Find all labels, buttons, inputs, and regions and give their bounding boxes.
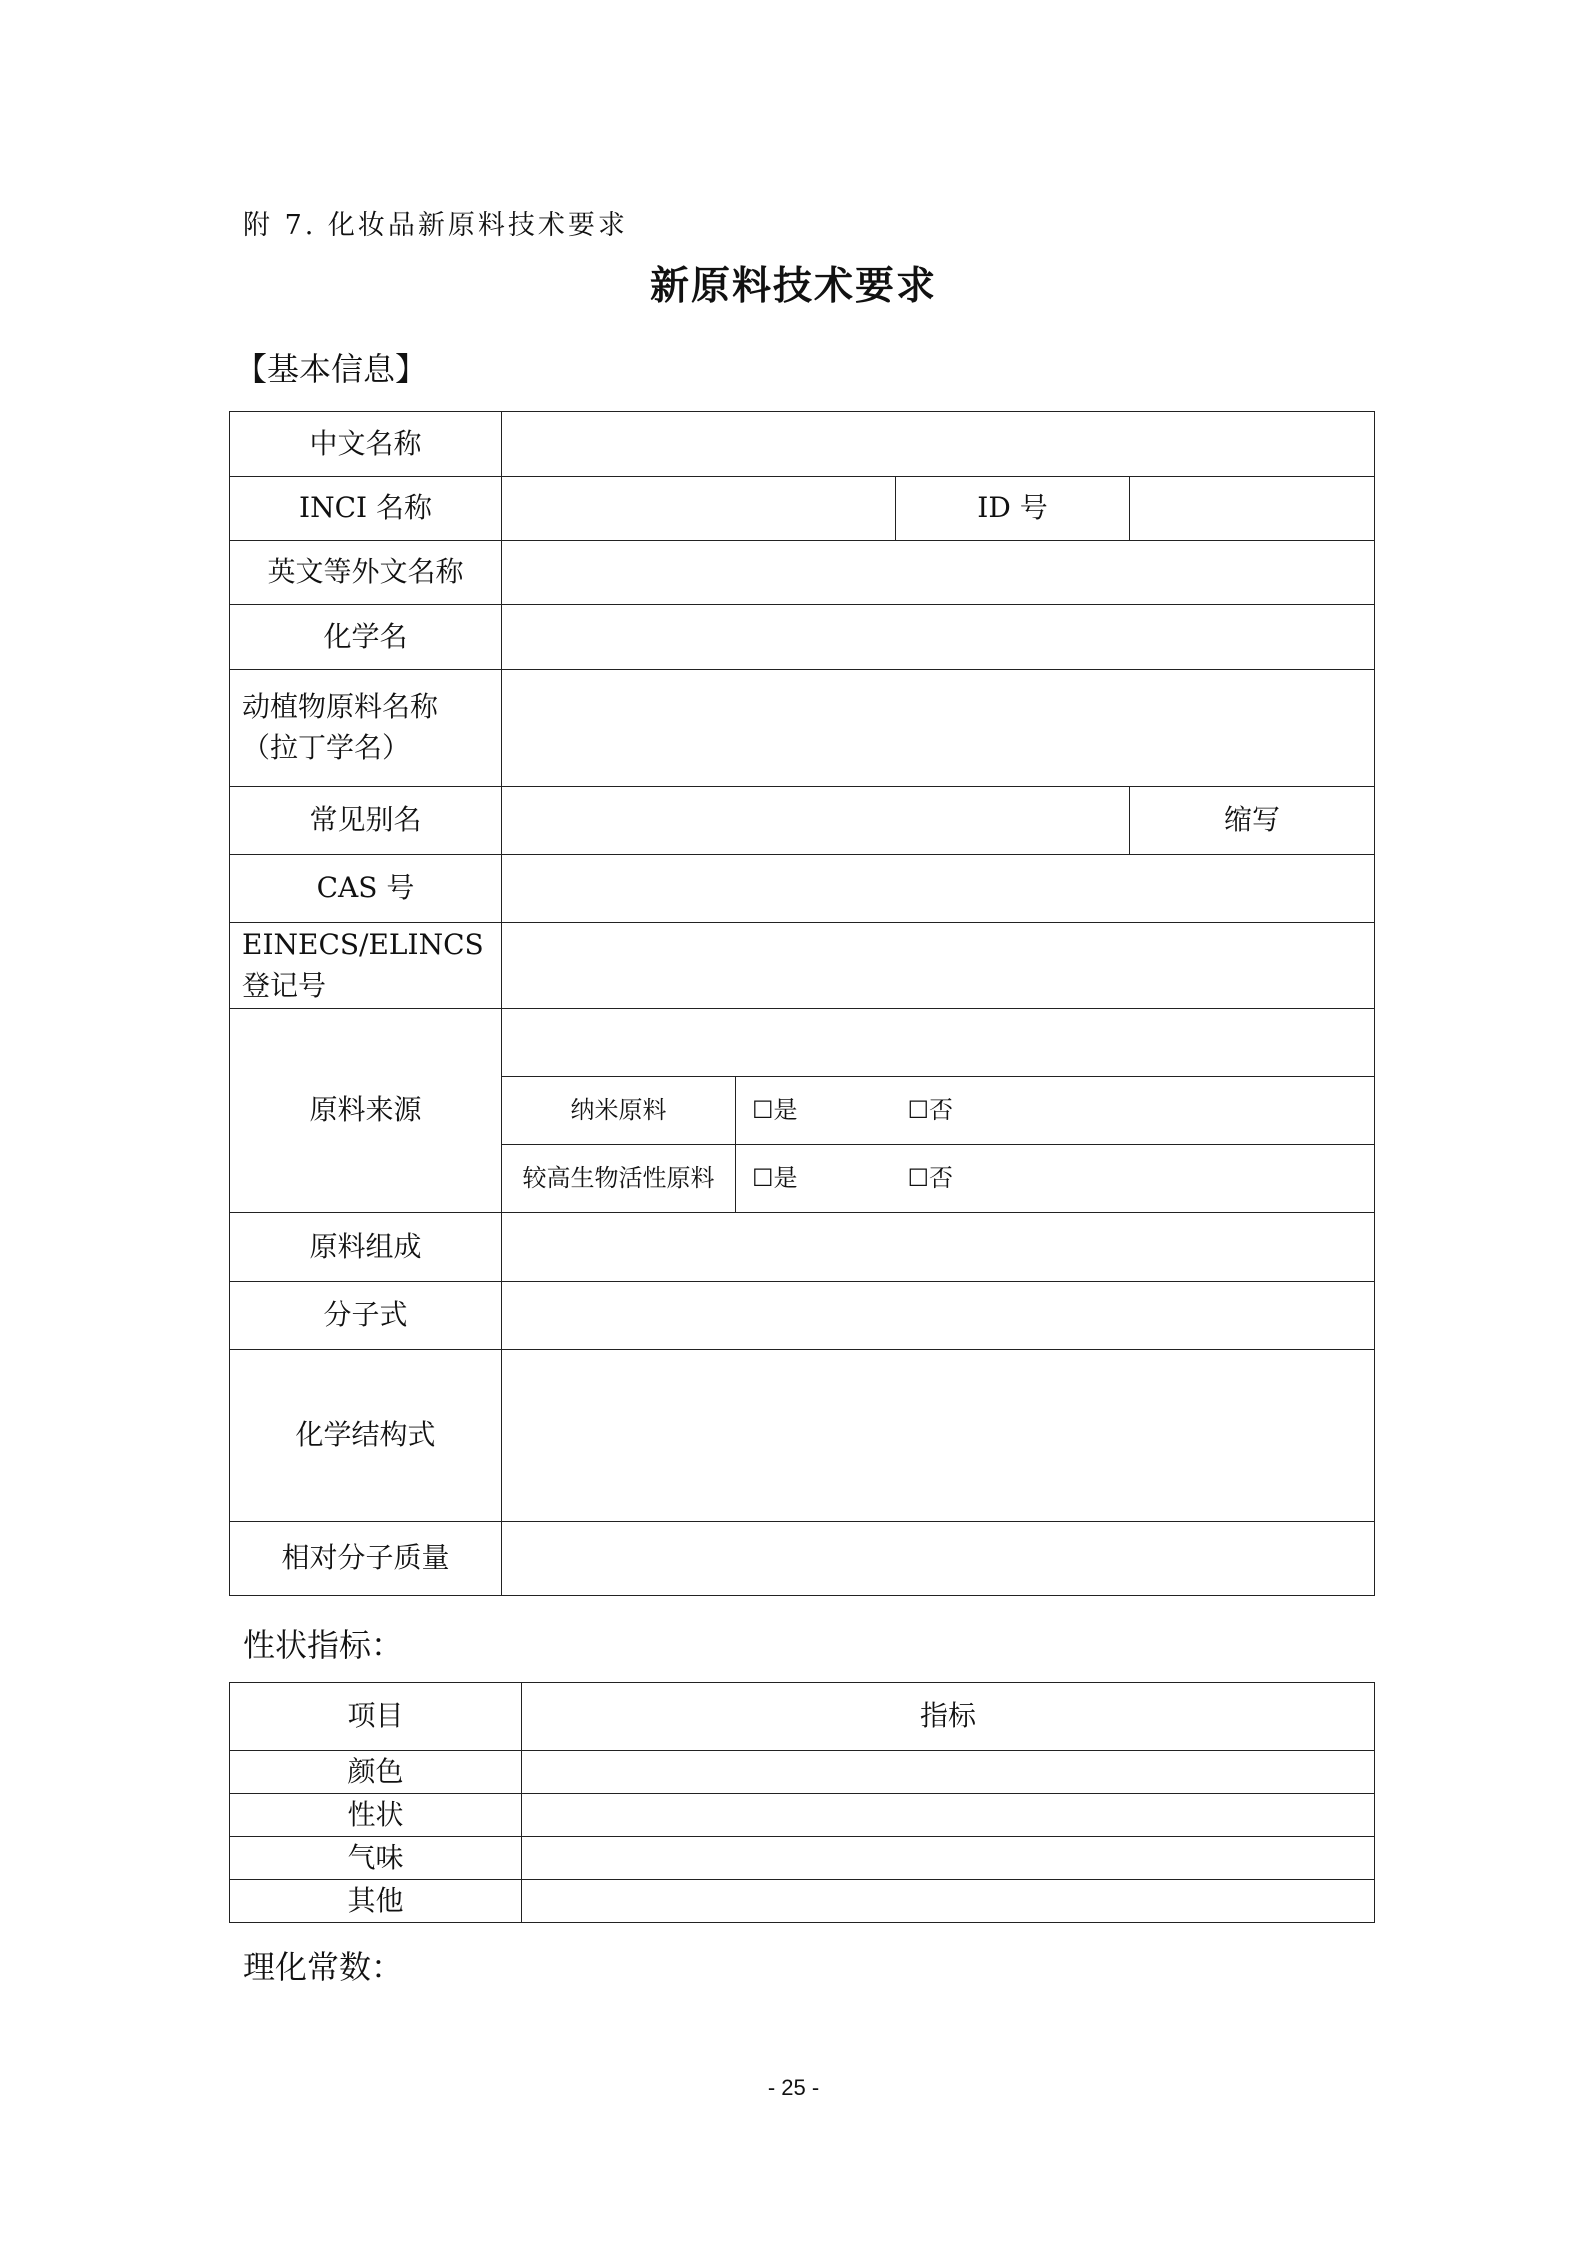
bioactive-no-checkbox[interactable]: ☐否 [907, 1164, 954, 1193]
row-appearance: 性状 [230, 1794, 522, 1837]
basic-info-heading: 【基本信息】 [235, 350, 428, 388]
properties-caption: 性状指标： [243, 1626, 404, 1664]
header-index: 指标 [522, 1683, 1375, 1751]
label-abbreviation: 缩写 [1130, 787, 1375, 855]
field-source[interactable] [502, 1009, 1375, 1077]
appendix-label: 附 7. 化妆品新原料技术要求 [243, 210, 628, 241]
field-appearance[interactable] [522, 1794, 1375, 1837]
field-chemical-name[interactable] [502, 605, 1375, 670]
label-nano: 纳米原料 [502, 1077, 736, 1145]
label-cas: CAS 号 [230, 855, 502, 923]
nano-yes-checkbox[interactable]: ☐是 [752, 1096, 798, 1125]
field-formula[interactable] [502, 1282, 1375, 1350]
physchem-caption: 理化常数： [243, 1948, 404, 1986]
nano-options [736, 1077, 1375, 1145]
row-color: 颜色 [230, 1751, 522, 1794]
label-foreign-name: 英文等外文名称 [230, 541, 502, 605]
field-id-no[interactable] [1130, 477, 1375, 541]
label-formula: 分子式 [230, 1282, 502, 1350]
bioactive-yes-checkbox[interactable]: ☐是 [752, 1164, 798, 1193]
label-structure: 化学结构式 [230, 1350, 502, 1522]
bioactive-options [736, 1145, 1375, 1213]
field-cas[interactable] [502, 855, 1375, 923]
label-bioactive: 较高生物活性原料 [502, 1145, 736, 1213]
header-item: 项目 [230, 1683, 522, 1751]
label-chinese-name: 中文名称 [230, 412, 502, 477]
field-other[interactable] [522, 1880, 1375, 1923]
document-title: 新原料技术要求 [649, 263, 937, 309]
basic-info-table [229, 411, 1375, 1596]
label-latin-name: 动植物原料名称（拉丁学名） [230, 670, 502, 787]
label-source: 原料来源 [230, 1009, 502, 1213]
field-molecular-weight[interactable] [502, 1522, 1375, 1596]
field-odor[interactable] [522, 1837, 1375, 1880]
field-inci-name[interactable] [502, 477, 896, 541]
properties-table [229, 1682, 1375, 1923]
field-chinese-name[interactable] [502, 412, 1375, 477]
nano-no-checkbox[interactable]: ☐否 [907, 1096, 954, 1125]
row-other: 其他 [230, 1880, 522, 1923]
field-color[interactable] [522, 1751, 1375, 1794]
row-odor: 气味 [230, 1837, 522, 1880]
field-structure[interactable] [502, 1350, 1375, 1522]
label-id-no: ID 号 [896, 477, 1130, 541]
label-chemical-name: 化学名 [230, 605, 502, 670]
label-molecular-weight: 相对分子质量 [230, 1522, 502, 1596]
field-foreign-name[interactable] [502, 541, 1375, 605]
field-alias[interactable] [502, 787, 1130, 855]
page-number: - 25 - [767, 2075, 820, 2100]
field-latin-name[interactable] [502, 670, 1375, 787]
label-composition: 原料组成 [230, 1213, 502, 1282]
field-composition[interactable] [502, 1213, 1375, 1282]
label-inci-name: INCI 名称 [230, 477, 502, 541]
label-einecs: EINECS/ELINCS 登记号 [230, 923, 502, 1009]
label-alias: 常见别名 [230, 787, 502, 855]
field-einecs[interactable] [502, 923, 1375, 1009]
